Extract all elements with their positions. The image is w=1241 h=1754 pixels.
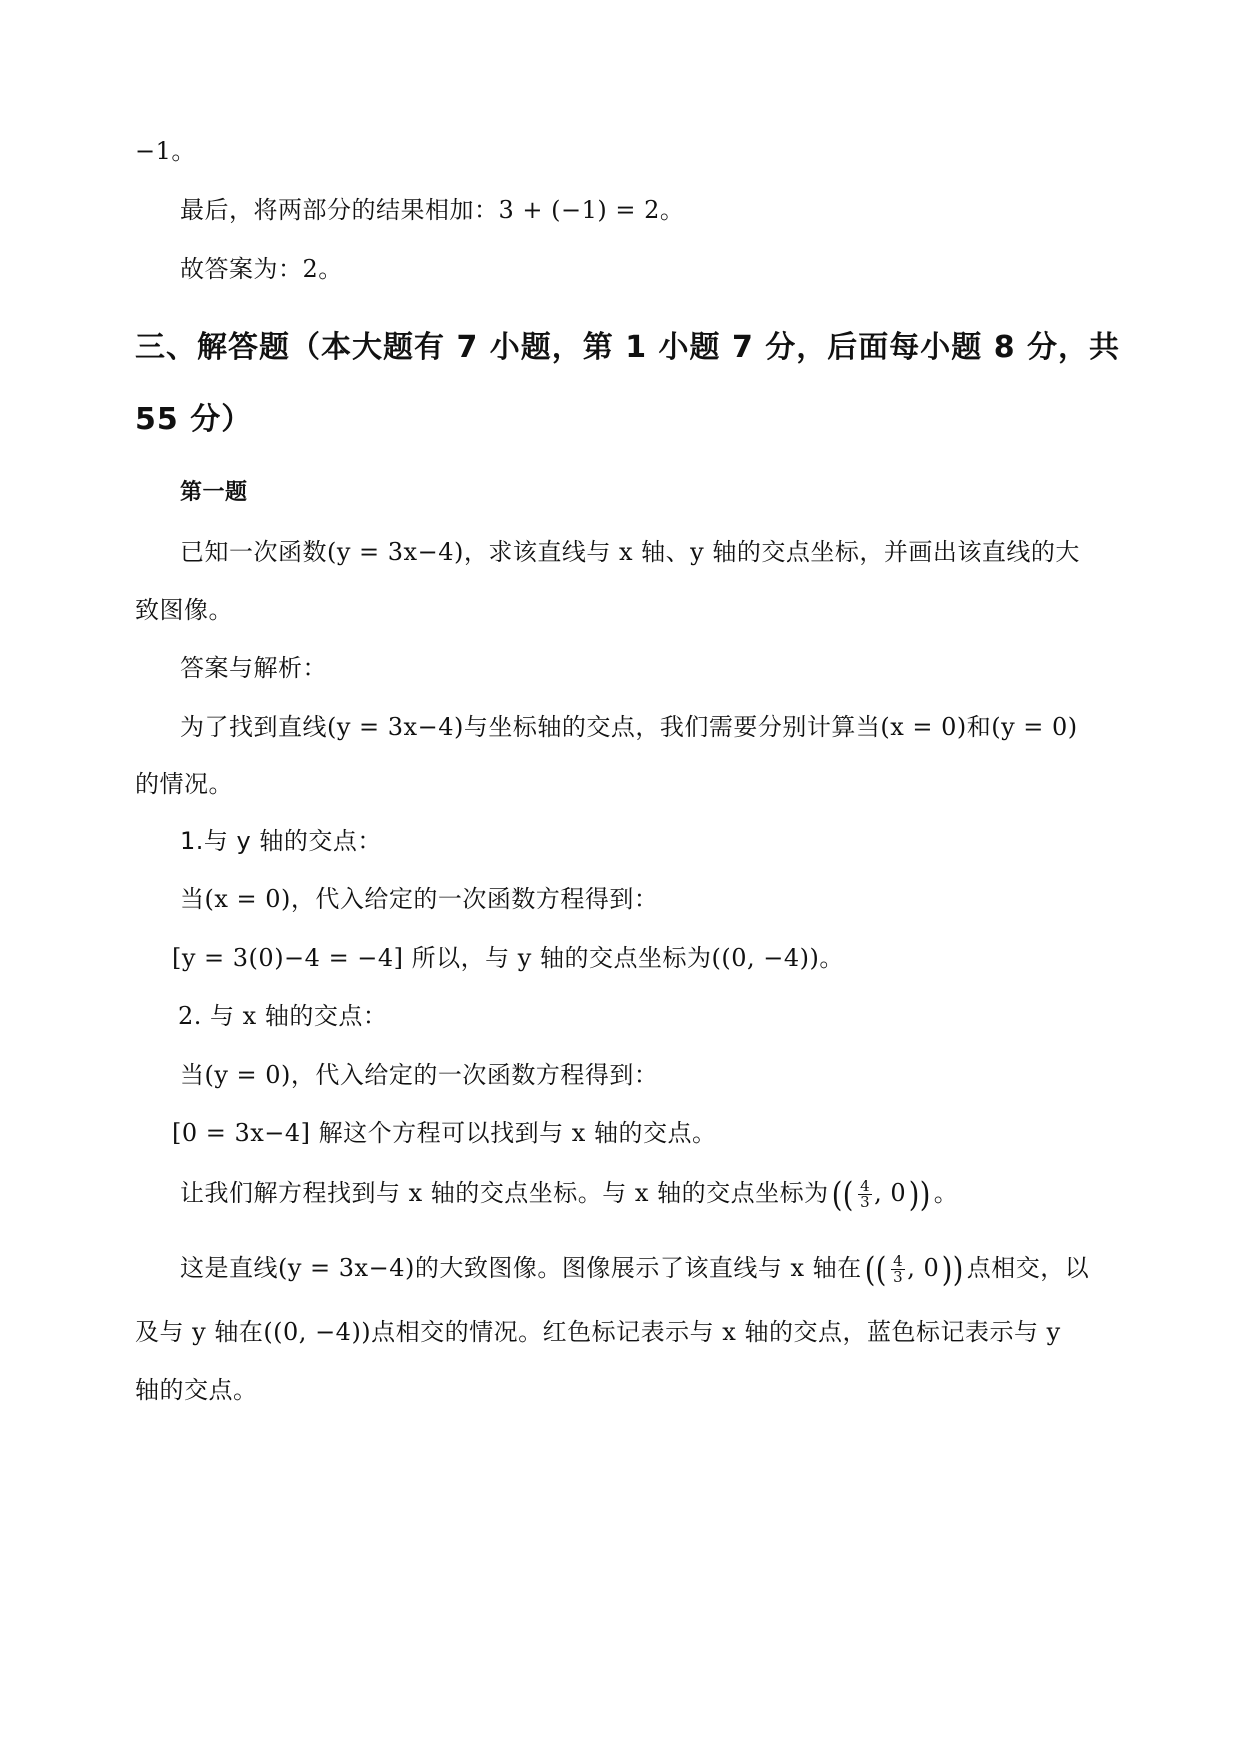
close-paren: )) (908, 1174, 931, 1215)
graph-line1 (180, 1249, 1090, 1290)
step1-line2: [y = 3(0)−4 = −4] 所以，与 y 轴的交点坐标为((0, −4))。 (172, 944, 844, 972)
step1-line1: 当(x = 0)，代入给定的一次函数方程得到： (180, 885, 659, 913)
step1-title: 1.与 y 轴的交点： (180, 827, 382, 855)
intro-line1: 为了找到直线(y = 3x−4)与坐标轴的交点，我们需要分别计算当(x = 0)和(y = 0) (180, 713, 1078, 741)
question-line2: 致图像。 (135, 596, 233, 624)
fraction (891, 1254, 905, 1285)
fraction-numerator: 4 (893, 1252, 904, 1270)
fraction-denominator: 3 (860, 1193, 871, 1211)
step2-line1: 当(y = 0)，代入给定的一次函数方程得到： (180, 1061, 659, 1089)
graph-line1-text: 这是直线(y = 3x−4)的大致图像。图像展示了该直线与 x 轴在 (180, 1254, 862, 1282)
step2-line2: [0 = 3x−4] 解这个方程可以找到与 x 轴的交点。 (172, 1119, 717, 1147)
question-title: 第一题 (180, 480, 248, 505)
fraction-numerator: 4 (860, 1177, 871, 1195)
section-heading-line1: 三、解答题（本大题有 7 小题，第 1 小题 7 分，后面每小题 8 分，共 (135, 330, 1121, 365)
graph-line2: 及与 y 轴在((0, −4))点相交的情况。红色标记表示与 x 轴的交点，蓝色标记表示与 y (135, 1318, 1061, 1346)
summary-line: 最后，将两部分的结果相加：3 + (−1) = 2。 (180, 196, 685, 224)
step2-title: 2. 与 x 轴的交点： (178, 1002, 388, 1030)
graph-line1-end: 点相交，以 (966, 1254, 1090, 1282)
section-heading-line2: 55 分） (135, 402, 253, 437)
question-line1: 已知一次函数(y = 3x−4)，求该直线与 x 轴、y 轴的交点坐标，并画出该直线的大 (180, 538, 1080, 566)
fraction-denominator: 3 (893, 1268, 904, 1286)
open-paren: (( (864, 1249, 887, 1290)
intro-line2: 的情况。 (135, 770, 233, 798)
fraction-tail: , 0 (874, 1179, 907, 1207)
step2-line3-end: 。 (933, 1179, 959, 1207)
step2-line3 (180, 1174, 959, 1215)
fraction-tail: , 0 (907, 1254, 940, 1282)
answer-label: 答案与解析： (180, 654, 327, 682)
open-paren: (( (831, 1174, 854, 1215)
step2-line3-text: 让我们解方程找到与 x 轴的交点坐标。与 x 轴的交点坐标为 (180, 1179, 829, 1207)
answer-line: 故答案为：2。 (180, 255, 343, 283)
fraction (858, 1179, 872, 1210)
close-paren: )) (942, 1249, 965, 1290)
graph-line3: 轴的交点。 (135, 1376, 258, 1404)
top-fragment: −1。 (135, 137, 196, 165)
